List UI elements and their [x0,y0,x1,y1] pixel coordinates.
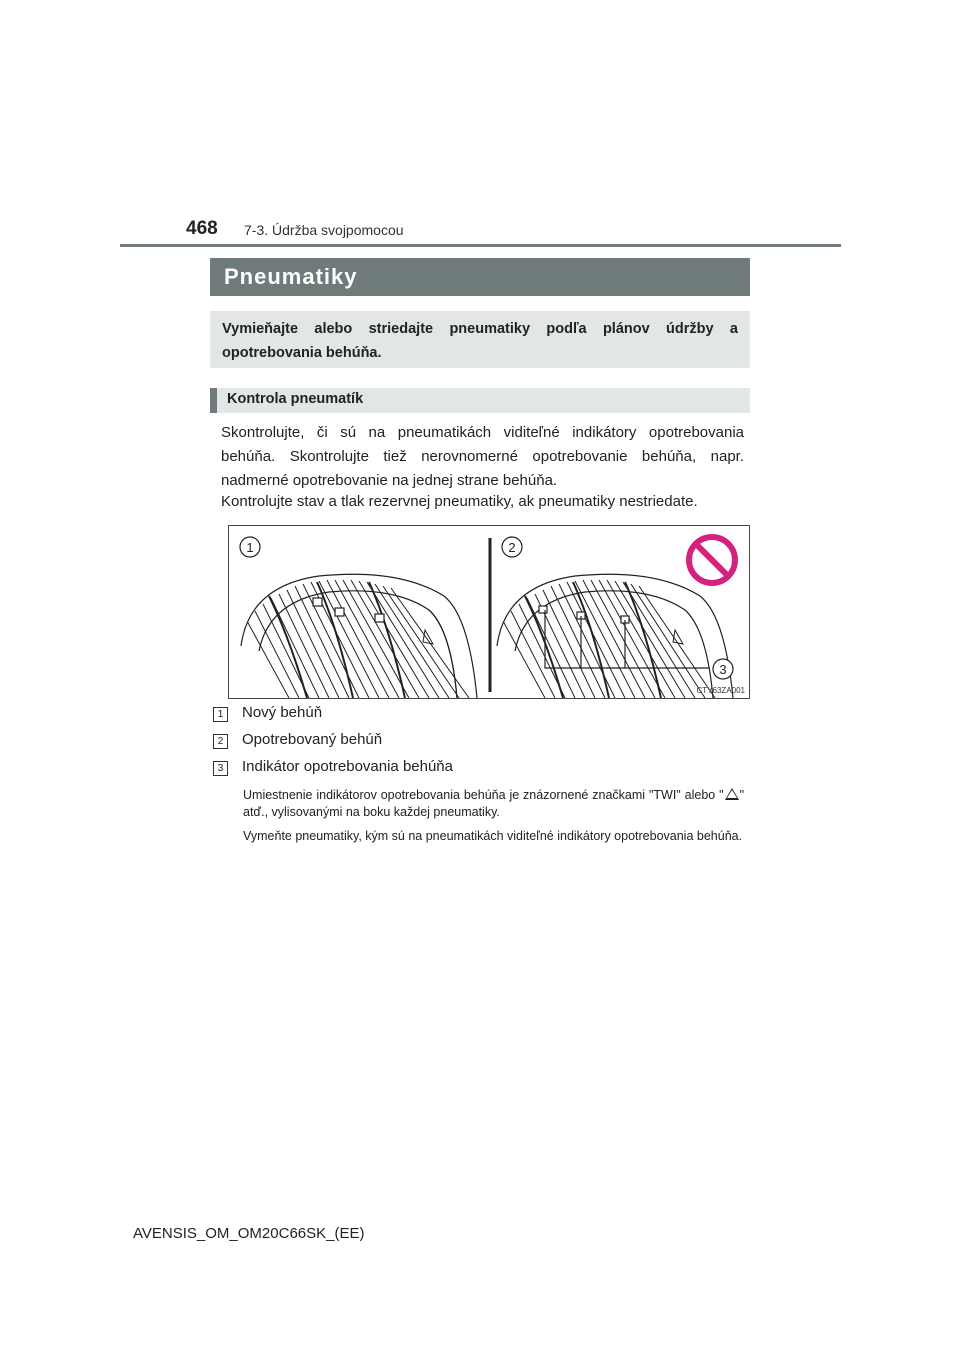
note-1-text-end: " atď., vylisovanými na boku každej pneumatiky. [243,788,744,819]
legend-item-1 [213,704,733,726]
worn-tire-tread-illustration [497,574,733,698]
svg-text:2: 2 [508,540,516,555]
callout-3 [713,659,733,679]
figure-code: CTY63ZA001 [696,686,745,695]
legend-label: Opotrebovaný behúň [242,731,383,748]
chapter-title: 7-3. Údržba svojpomocou [244,222,404,238]
note-1 [243,787,744,821]
legend-number: 1 [213,707,228,722]
legend-number: 2 [213,734,228,749]
tire-figure [228,525,750,699]
note-2: Vymeňte pneumatiky, kým sú na pneumatikách viditeľné indikátory opotrebovania behúňa. [243,829,743,843]
legend-item-3 [213,758,733,780]
prohibition-icon [689,537,735,583]
legend-label: Indikátor opotrebovania behúňa [242,758,453,775]
legend-item-2 [213,731,733,753]
svg-text:1: 1 [246,540,254,555]
page-number: 468 [186,218,218,239]
legend-number: 3 [213,761,228,776]
page-title: Pneumatiky [210,258,750,296]
callout-2 [502,537,522,557]
intro-box: Vymieňajte alebo striedajte pneumatiky podľa plánov údržby a opotrebovania behúňa. [210,311,750,368]
legend-label: Nový behúň [242,704,323,721]
triangle-icon [725,788,739,800]
callout-1 [240,537,260,557]
svg-text:3: 3 [719,662,727,677]
new-tire-tread-illustration [241,574,477,698]
paragraph-1: Skontrolujte, či sú na pneumatikách viditeľné indikátory opotrebovania behúňa. Skontrolujte tiež nerovnomerné opotrebovanie behúňa, napr. nadmerné opotrebovanie na jednej strane behúňa. [221,424,744,489]
note-1-text-start: Umiestnenie indikátorov opotrebovania behúňa je znázornené značkami "TWI" alebo " [243,788,724,802]
section-heading: Kontrola pneumatík [210,388,750,413]
paragraph-2: Kontrolujte stav a tlak rezervnej pneumatiky, ak pneumatiky nestriedate. [221,493,698,510]
header-rule [120,244,841,247]
footer-code: AVENSIS_OM_OM20C66SK_(EE) [133,1225,365,1242]
